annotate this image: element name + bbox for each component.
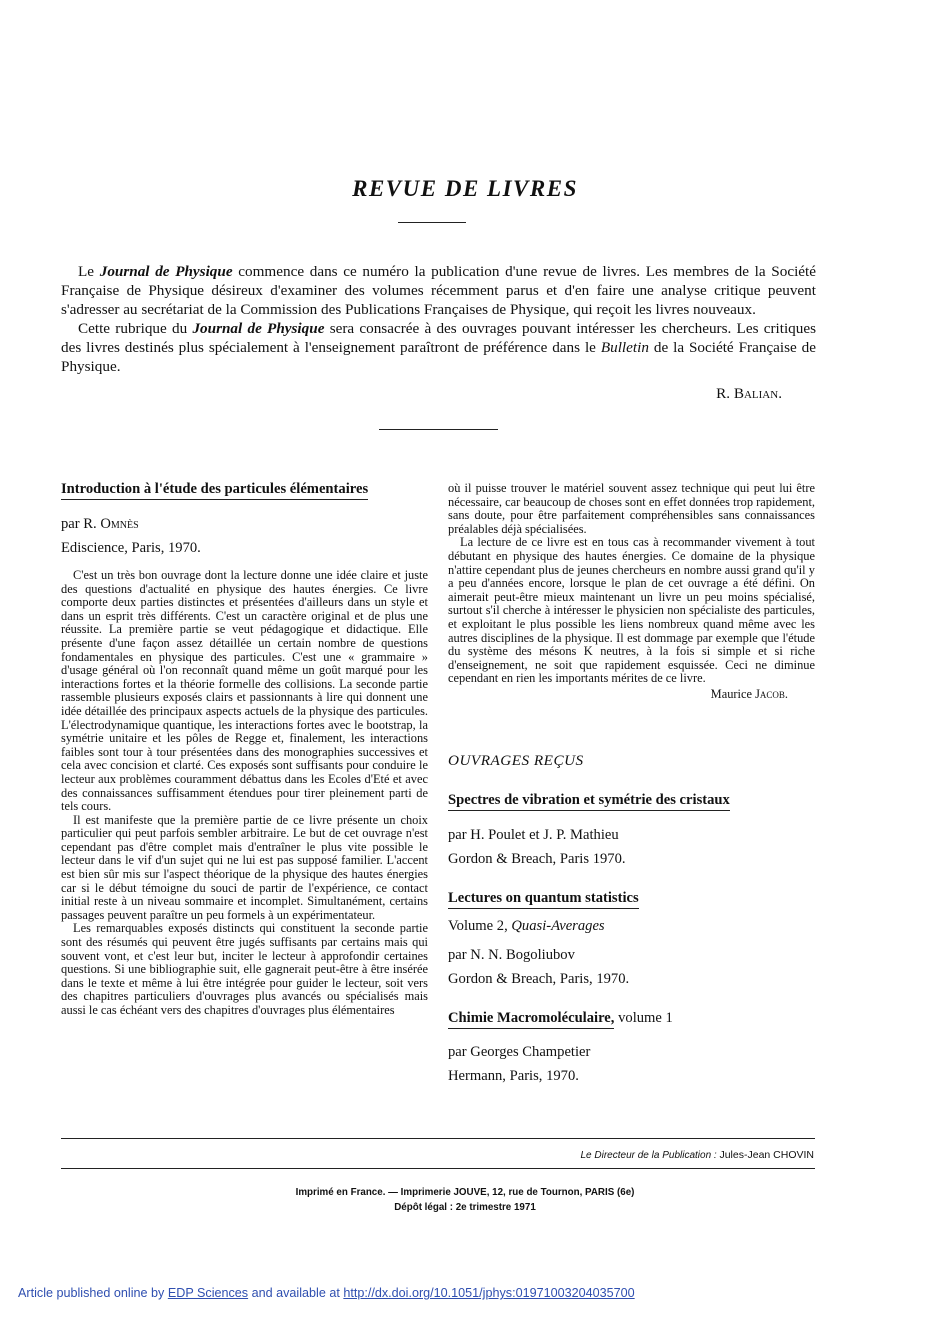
intro-text-1: commence dans ce numéro la publication d'une revue de livres. Les membres de la Société Française de Physique désireux d'examiner des volumes récemment parus et d'en faire une analyse critique peuvent s'adresser au secrétariat de la Commission des Publications Françaises de Physique, qui reçoit les livres nouveaux. bbox=[61, 263, 817, 318]
intro-text-2a: Cette rubrique du bbox=[78, 320, 188, 337]
book-title-1-text: Spectres de vibration et symétrie des cristaux bbox=[448, 792, 730, 811]
ouvrages-heading: OUVRAGES REÇUS bbox=[448, 752, 584, 769]
imprint-line-2: Dépôt légal : 2e trimestre 1971 bbox=[394, 1202, 536, 1213]
book-title-2-text: Lectures on quantum statistics bbox=[448, 890, 639, 909]
intro-text-2b: sera consacrée à des ouvrages pouvant intéresser les chercheurs. Les critiques des livres destinés plus spécialement à l'enseignement paraîtront de préférence dans le bbox=[61, 320, 817, 356]
director-line bbox=[581, 1149, 815, 1161]
imprint bbox=[0, 1185, 930, 1215]
edp-sciences-link[interactable]: EDP Sciences bbox=[167, 1286, 249, 1300]
book-title-1 bbox=[448, 792, 730, 809]
online-middle: and available at bbox=[251, 1286, 340, 1300]
signature-name: Balian. bbox=[733, 385, 782, 402]
reviewer-signature bbox=[448, 688, 815, 702]
book-volume-label: Volume 2, bbox=[448, 918, 508, 934]
book-author-1: par H. Poulet et J. P. Mathieu bbox=[448, 827, 619, 843]
book-author-2: par N. N. Bogoliubov bbox=[448, 947, 575, 963]
reviewer-first: Maurice bbox=[710, 686, 752, 701]
book-volume-2 bbox=[448, 918, 605, 935]
review-author-name: Omnès bbox=[100, 516, 139, 532]
book-publisher-2: Gordon & Breach, Paris, 1970. bbox=[448, 971, 630, 987]
intro-paragraph-2 bbox=[61, 319, 816, 376]
review-paragraph: La lecture de ce livre est en tous cas à recommander vivement à tout débutant en physique des hautes énergies. Ce domaine de la physique n'attire cependant plus de jeunes chercheurs en nombre aussi grand qu'il y a peu d'années encore, lorsque le plan de cet ouvrage a été défini. On aimerait peut-être mieux maintenant un livre un peu moins spécialisé, surtout s'il cherche à intéresser le physicien non spécialiste des particules, et exploitant le plus possible les liens nombreux quand même avec les autres disciplines de la physique. Il est dommage par exemple que l'étude du système des mésons K neutres, à la fois si simple et si riche d'enseignement, ne soit que rapidement esquissée. Ceci ne diminue cependant en rien les importants mérites de ce livre. bbox=[448, 535, 815, 686]
signature-initial: R. bbox=[716, 385, 731, 402]
online-prefix: Article published online by bbox=[18, 1286, 165, 1300]
book-title-3-text: Chimie Macromoléculaire, bbox=[448, 1010, 614, 1029]
director-label: Le Directeur de la Publication : bbox=[580, 1150, 717, 1161]
review-author bbox=[61, 516, 139, 533]
review-paragraph: C'est un très bon ouvrage dont la lecture donne une idée claire et juste des questions d'actualité en physique des hautes énergies. Ce livre comporte deux parties distinctes et présentées d'ailleurs dans un style et dans un esprit très différents. C'est un caractère original et de plus une réussite. La première partie se veut pédagogique et didactique. Elle présente d'une façon assez détaillée un certain nombre de questions fondamentales en physique des particules. C'est une « grammaire » d'usage général où l'on reconnaît quand même un goût marqué pour les interactions fortes et la théorie formelle des collisions. La seconde partie rassemble plusieurs exposés clairs et passionnants à lire qui donnent une idée détaillée des principaux aspects actuels de la physique des particules. L'électrodynamique quantique, les interactions fortes avec le bootstrap, la symétrie unitaire et les pôles de Regge et, finalement, les interactions faibles sont tour à tour présentées dans des monographies successives et cela avec concision et clarté. Ces exposés sont suffisants pour conduire le lecteur aux problèmes couramment débattus dans les Ecoles d'Eté et avec des connaissances suffisamment étendues pour tirer pleinement parti de tels cours. bbox=[61, 568, 428, 814]
book-title-3 bbox=[448, 1010, 673, 1027]
review-by: par R. bbox=[61, 516, 97, 532]
director-name: Jules-Jean CHOVIN bbox=[719, 1149, 814, 1161]
review-book-title bbox=[61, 481, 368, 498]
section-rule bbox=[379, 429, 498, 430]
review-paragraph-continued: où il puisse trouver le matériel souvent assez technique qui peut lui être nécessaire, car beaucoup de choses sont en effet données trop rapidement, sans doute, pour être parfaitement compréhensibles sans connaissances préalables déjà spécialisées. bbox=[448, 481, 815, 536]
footer-rule-bottom bbox=[61, 1168, 815, 1169]
imprint-line-1: Imprimé en France. — Imprimerie JOUVE, 12, rue de Tournon, PARIS (6e) bbox=[295, 1187, 635, 1198]
footer-rule-top bbox=[61, 1138, 815, 1139]
review-paragraph: Les remarquables exposés distincts qui constituent la seconde partie sont des résumés qui peuvent être jugés suffisants par certains mais qui souvent vont, et c'est leur but, inciter le lecteur à approfondir certaines questions. Si une bibliographie suit, elle gagnerait peut-être à être insérée dans le texte et même à lui être intégrée pour guider le lecteur, soit vers des chapitres particuliers d'ouvrages plus avancés ou spécialisés mais aussi le cas échéant vers des chapitres d'ouvrages plus élémentaires bbox=[61, 921, 428, 1017]
doi-link[interactable]: http://dx.doi.org/10.1051/jphys:01971003204035700 bbox=[343, 1286, 635, 1300]
intro-text-2c: de la Société Française de Physique. bbox=[61, 339, 817, 375]
bulletin-name: Bulletin bbox=[600, 339, 649, 356]
review-right-column bbox=[448, 482, 815, 702]
review-paragraph: Il est manifeste que la première partie de ce livre présente un choix particulier qui peut parfois sembler arbitraire. Le but de cet ouvrage n'est cependant pas d'être complet mais d'entraîner le plus vite possible le lecteur dans le vif d'un sujet qui ne lui est pas supposé familier. L'accent est bien sûr mis sur l'aspect théorique de la physique des hautes énergies car si le début témoigne du souci de partir de l'expérience, ce contact initial reste à un niveau sommaire et incomplet. Simultanément, certains passages peuvent paraître un peu formels à un expérimentateur. bbox=[61, 812, 428, 922]
title-rule bbox=[398, 222, 466, 223]
journal-name: Journal de Physique bbox=[192, 320, 325, 337]
review-left-column bbox=[61, 569, 428, 1018]
journal-name: Journal de Physique bbox=[99, 263, 233, 280]
book-volume-title: Quasi-Averages bbox=[511, 918, 605, 934]
intro-section bbox=[61, 262, 816, 403]
intro-le: Le bbox=[78, 263, 95, 280]
review-publisher: Ediscience, Paris, 1970. bbox=[61, 540, 201, 556]
book-publisher-1: Gordon & Breach, Paris 1970. bbox=[448, 851, 626, 867]
book-title-3-suffix: volume 1 bbox=[618, 1010, 673, 1026]
book-publisher-3: Hermann, Paris, 1970. bbox=[448, 1068, 579, 1084]
intro-paragraph-1 bbox=[61, 262, 816, 319]
book-title-2 bbox=[448, 890, 639, 907]
intro-signature bbox=[61, 384, 816, 403]
review-book-title-text: Introduction à l'étude des particules élémentaires bbox=[61, 481, 368, 500]
reviewer-last: Jacob. bbox=[755, 686, 788, 701]
online-banner bbox=[18, 1286, 635, 1300]
page-title: REVUE DE LIVRES bbox=[352, 176, 578, 201]
book-author-3: par Georges Champetier bbox=[448, 1044, 591, 1060]
